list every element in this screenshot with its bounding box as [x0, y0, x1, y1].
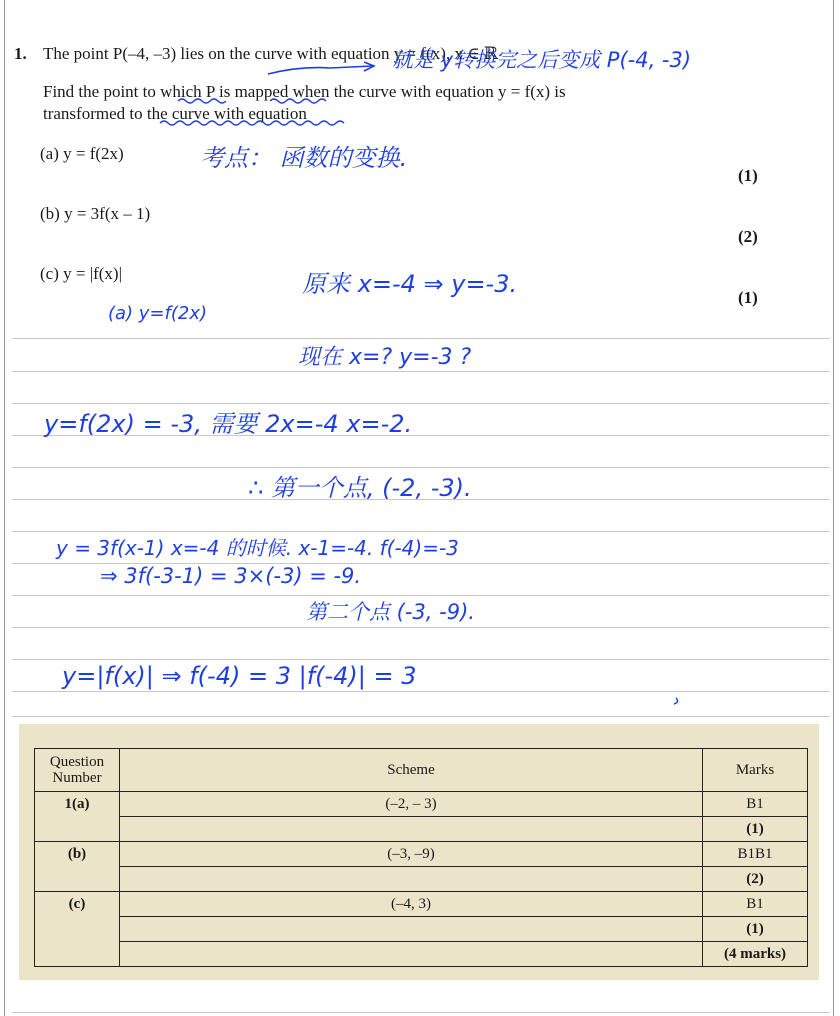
row-subtotal: (1) — [703, 917, 808, 942]
part-a-marks: (1) — [738, 166, 758, 185]
row-question: (b) — [35, 842, 120, 867]
question-stem-line-2: Find the point to which P is mapped when the curve with equation y = f(x) is — [43, 82, 566, 101]
question-stem-line-3: transformed to the curve with equation — [43, 104, 307, 123]
row-marks: B1B1 — [703, 842, 808, 867]
header-scheme: Scheme — [120, 749, 703, 792]
table-header-row — [35, 749, 808, 792]
handwritten-part-c-line-1: y=|f(x)| ⇒ f(-4) = 3 |f(-4)| = 3 — [62, 662, 417, 690]
row-question: 1(a) — [35, 792, 120, 817]
part-b-marks: (2) — [738, 227, 758, 246]
part-a-label: (a) y = f(2x) — [40, 144, 124, 163]
row-scheme: (–2, – 3) — [120, 792, 703, 817]
question-stem-line-1: The point P(–4, –3) lies on the curve with equation y = f(x), x ∈ ℝ — [43, 44, 499, 63]
row-marks: B1 — [703, 892, 808, 917]
handwritten-part-a-label: (a) y=f(2x) — [108, 303, 208, 324]
part-c-label: (c) y = |f(x)| — [40, 264, 122, 283]
row-subtotal: (2) — [703, 867, 808, 892]
handwritten-part-b-line-2: ⇒ 3f(-3-1) = 3×(-3) = -9. — [100, 564, 362, 588]
table-row — [35, 817, 808, 842]
row-marks: B1 — [703, 792, 808, 817]
row-scheme: (–4, 3) — [120, 892, 703, 917]
handwritten-part-b-line-3: 第二个点 (-3, -9). — [306, 600, 475, 624]
row-scheme: (–3, –9) — [120, 842, 703, 867]
table-row — [35, 842, 808, 867]
part-b-label: (b) y = 3f(x – 1) — [40, 204, 151, 223]
table-row — [35, 892, 808, 917]
handwritten-note-top: 就是 y转换完之后变成 P(-4, -3) — [392, 48, 692, 72]
header-marks: Marks — [703, 749, 808, 792]
row-subtotal: (1) — [703, 817, 808, 842]
handwritten-now: 现在 x=? y=-3 ? — [298, 345, 472, 370]
header-question-number: Question Number — [35, 749, 120, 792]
handwritten-topic: 考点： 函数的变换. — [200, 144, 408, 172]
handwritten-part-a-line-1: y=f(2x) = -3, 需要 2x=-4 x=-2. — [44, 410, 413, 438]
table-row — [35, 792, 808, 817]
mark-scheme-table — [34, 748, 808, 967]
table-row — [35, 867, 808, 892]
handwritten-part-b-line-1: y = 3f(x-1) x=-4 的时候. x-1=-4. f(-4)=-3 — [56, 536, 459, 560]
handwritten-original: 原来 x=-4 ⇒ y=-3. — [302, 270, 518, 298]
question-number: 1. — [14, 44, 27, 63]
total-marks: (4 marks) — [703, 942, 808, 967]
handwritten-part-a-line-2: ∴ 第一个点, (-2, -3). — [248, 474, 472, 502]
table-row — [35, 917, 808, 942]
table-row — [35, 942, 808, 967]
row-question: (c) — [35, 892, 120, 917]
part-c-marks: (1) — [738, 288, 758, 307]
